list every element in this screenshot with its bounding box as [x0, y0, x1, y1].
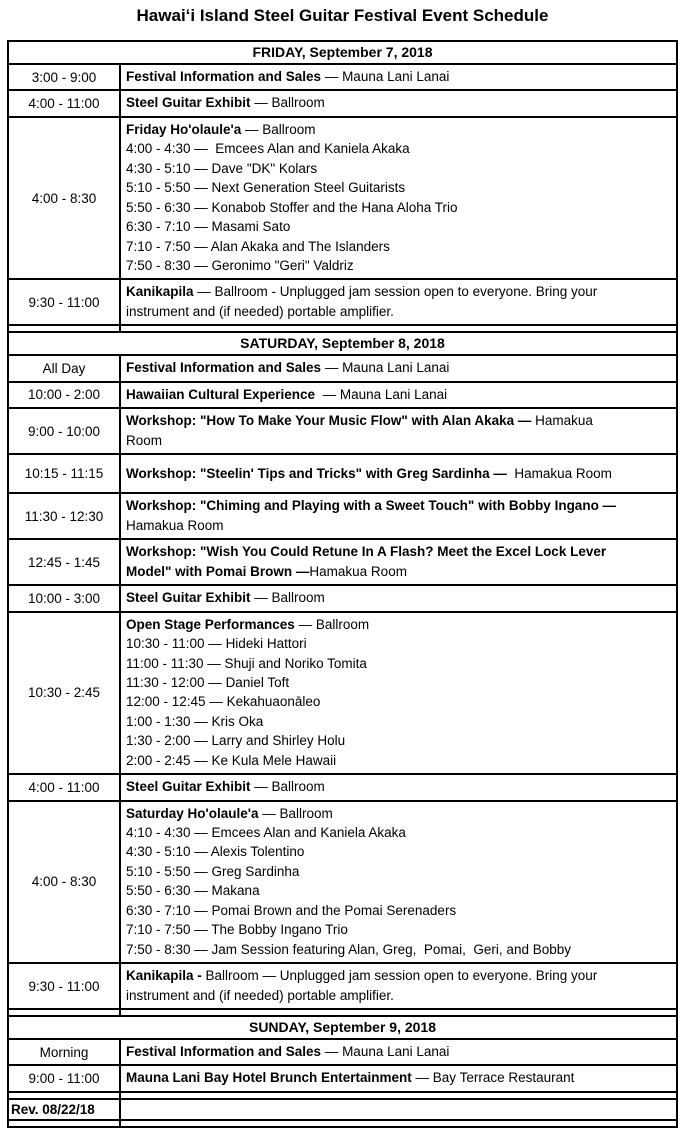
event-detail-text: 4:30 - 5:10 — Alexis Tolentino — [126, 844, 305, 860]
event-line — [126, 673, 673, 692]
event-line — [126, 256, 673, 275]
event-line — [126, 901, 673, 920]
event-cell — [121, 1100, 676, 1119]
event-title-text: Steel Guitar Exhibit — [126, 95, 251, 111]
spacer-row — [9, 324, 676, 331]
event-detail-text: 1:00 - 1:30 — Kris Oka — [126, 713, 264, 729]
event-title-text: Kanikapila - — [126, 968, 202, 984]
event-detail-text: 5:10 - 5:50 — Greg Sardinha — [126, 863, 300, 879]
event-line — [126, 120, 673, 139]
table-row — [9, 89, 676, 115]
time-cell — [9, 1121, 121, 1126]
event-title-text: Festival Information and Sales — [126, 69, 322, 84]
table-row — [9, 492, 676, 538]
event-line — [126, 464, 673, 483]
event-line — [126, 93, 673, 112]
table-row — [9, 773, 676, 799]
event-detail-text: 7:10 - 7:50 — The Bobby Ingano Trio — [126, 922, 348, 938]
event-line — [126, 615, 673, 634]
event-line — [126, 198, 673, 217]
event-line — [126, 731, 673, 750]
event-detail-text: 10:30 - 11:00 — Hideki Hattori — [126, 636, 307, 652]
time-cell: 9:00 - 10:00 — [9, 409, 121, 453]
event-title-text: Festival Information and Sales — [126, 360, 322, 376]
event-title-text: Hawaiian Cultural Experience — [126, 386, 316, 402]
time-cell: 9:00 - 11:00 — [9, 1066, 121, 1090]
section-header: FRIDAY, September 7, 2018 — [252, 44, 433, 60]
event-line — [126, 966, 673, 985]
event-line — [126, 516, 673, 535]
time-cell: 3:00 - 9:00 — [9, 65, 121, 89]
event-line — [126, 881, 673, 900]
event-detail-text: — Ballroom — [258, 805, 333, 821]
time-cell: 4:00 - 11:00 — [9, 91, 121, 115]
event-detail-text: Room — [126, 432, 163, 448]
event-line — [126, 940, 673, 959]
time-cell — [9, 326, 121, 331]
event-detail-text: 5:10 - 5:50 — Next Generation Steel Guitarists — [126, 180, 406, 196]
time-cell: 10:00 - 2:00 — [9, 383, 121, 407]
event-cell — [121, 326, 676, 331]
event-line — [126, 178, 673, 197]
event-cell — [121, 613, 676, 774]
event-detail-text: 6:30 - 7:10 — Masami Sato — [126, 219, 291, 235]
spacer-row — [9, 1119, 676, 1126]
spacer-row — [9, 1008, 676, 1015]
event-line — [126, 282, 673, 301]
event-detail-text: — Ballroom — [250, 590, 325, 606]
schedule-document — [0, 6, 685, 1128]
event-detail-text: Ballroom — Unplugged jam session open to everyone. Bring your — [201, 968, 598, 984]
event-line — [126, 920, 673, 939]
event-cell — [121, 586, 676, 610]
time-cell: 10:15 - 11:15 — [9, 455, 121, 492]
event-cell — [121, 1010, 676, 1015]
time-cell: 4:00 - 11:00 — [9, 775, 121, 799]
event-line — [126, 237, 673, 256]
event-line — [126, 692, 673, 711]
event-detail-text: — Ballroom — [250, 95, 325, 111]
time-cell: Morning — [9, 1040, 121, 1064]
event-detail-text: — Mauna Lani Lanai — [321, 360, 450, 376]
event-cell — [121, 455, 676, 492]
event-detail-text: — Ballroom — [294, 616, 370, 632]
event-cell — [121, 540, 676, 584]
event-line — [126, 1042, 673, 1061]
event-title-text: Workshop: "Steelin' Tips and Tricks" with Greg Sardinha — — [126, 466, 511, 481]
event-detail-text: — Ballroom — [250, 779, 325, 795]
time-cell — [9, 1010, 121, 1015]
revision-cell: Rev. 08/22/18 — [9, 1100, 121, 1119]
event-line — [126, 542, 673, 561]
event-detail-text: instrument and (if needed) portable amplifier. — [126, 303, 394, 319]
time-cell: 10:30 - 2:45 — [9, 613, 121, 774]
event-detail-text: 4:30 - 5:10 — Dave "DK" Kolars — [126, 160, 318, 176]
page-title: Hawaiʻi Island Steel Guitar Festival Event Schedule — [136, 6, 549, 25]
event-detail-text: Hamakua Room — [309, 563, 407, 579]
event-line — [126, 302, 673, 321]
event-detail-text: — Mauna Lani Lanai — [315, 386, 448, 402]
table-row — [9, 381, 676, 407]
event-line — [126, 385, 673, 404]
event-title-text: Saturday Ho'olaule'a — [126, 805, 259, 821]
event-line — [126, 562, 673, 581]
event-detail-text: 4:10 - 4:30 — Emcees Alan and Kaniela Akaka — [126, 825, 406, 840]
event-cell — [121, 383, 676, 407]
event-title-text: Workshop: "Wish You Could Retune In A Flash? Meet the Excel Lock Lever — [126, 544, 607, 560]
event-line — [126, 217, 673, 236]
section-header: SATURDAY, September 8, 2018 — [9, 331, 676, 354]
event-title-text: Workshop: "Chiming and Playing with a Sweet Touch" with Bobby Ingano — — [126, 498, 617, 514]
event-line — [126, 986, 673, 1005]
time-cell: 11:30 - 12:30 — [9, 494, 121, 538]
event-detail-text: 4:00 - 4:30 — Emcees Alan and Kaniela Akaka — [126, 141, 410, 157]
event-cell — [121, 118, 676, 279]
table-row — [9, 354, 676, 380]
event-cell — [121, 1121, 676, 1126]
event-cell — [121, 802, 676, 963]
event-line — [126, 1068, 673, 1087]
event-cell — [121, 494, 676, 538]
event-detail-text: Hamakua Room — [510, 466, 612, 481]
table-row — [9, 453, 676, 492]
event-line — [126, 496, 673, 515]
event-title-text: Kanikapila — [126, 284, 194, 300]
event-detail-text: 5:50 - 6:30 — Konabob Stoffer and the Hana Aloha Trio — [126, 199, 458, 215]
event-line — [126, 862, 673, 881]
table-row — [9, 407, 676, 453]
event-cell — [121, 1066, 676, 1090]
event-line — [126, 712, 673, 731]
table-row — [9, 611, 676, 774]
event-cell — [121, 65, 676, 89]
event-line — [126, 777, 673, 796]
event-cell — [121, 964, 676, 1008]
event-detail-text: 5:50 - 6:30 — Makana — [126, 883, 260, 899]
time-cell: 9:30 - 11:00 — [9, 964, 121, 1008]
event-detail-text: instrument and (if needed) portable amplifier. — [126, 987, 394, 1003]
event-detail-text: 1:30 - 2:00 — Larry and Shirley Holu — [126, 733, 346, 749]
event-cell — [121, 280, 676, 324]
event-title-text: Festival Information and Sales — [126, 1043, 322, 1059]
event-detail-text: — Bay Terrace Restaurant — [411, 1070, 575, 1086]
time-cell — [9, 1093, 121, 1098]
event-title-text: Open Stage Performances — [126, 616, 295, 632]
event-title-text: Workshop: "How To Make Your Music Flow" with Alan Akaka — — [126, 413, 536, 429]
table-row — [9, 116, 676, 279]
event-detail-text: 12:00 - 12:45 — Kekahuaonāleo — [126, 694, 321, 710]
event-line — [126, 588, 673, 607]
event-line — [126, 431, 673, 450]
table-row — [9, 1098, 676, 1119]
event-line — [126, 411, 673, 430]
event-cell — [121, 91, 676, 115]
table-row — [9, 962, 676, 1008]
event-line — [126, 67, 673, 86]
time-cell: 10:00 - 3:00 — [9, 586, 121, 610]
table-row — [9, 63, 676, 89]
time-cell: 4:00 - 8:30 — [9, 118, 121, 279]
event-cell — [121, 1093, 676, 1098]
event-line — [126, 823, 673, 842]
event-line — [126, 804, 673, 823]
event-title-text: Steel Guitar Exhibit — [126, 590, 251, 606]
event-line — [126, 842, 673, 861]
time-cell: 4:00 - 8:30 — [9, 802, 121, 963]
event-line — [126, 751, 673, 770]
time-cell: 12:45 - 1:45 — [9, 540, 121, 584]
event-cell — [121, 356, 676, 380]
event-line — [126, 634, 673, 653]
event-line — [126, 358, 673, 377]
event-line — [126, 654, 673, 673]
event-detail-text: — Mauna Lani Lanai — [321, 1043, 450, 1059]
table-row — [9, 538, 676, 584]
table-row — [9, 1064, 676, 1090]
spacer-row — [9, 1091, 676, 1098]
event-cell — [121, 775, 676, 799]
table-row — [9, 584, 676, 610]
event-detail-text: 11:30 - 12:00 — Daniel Toft — [126, 674, 290, 690]
event-cell — [121, 1040, 676, 1064]
event-detail-text: — Ballroom - Unplugged jam session open to everyone. Bring your — [193, 284, 598, 300]
section-header: SUNDAY, September 9, 2018 — [9, 1015, 676, 1038]
event-detail-text: 7:50 - 8:30 — Jam Session featuring Alan, Greg, Pomai, Geri, and Bobby — [126, 941, 571, 957]
event-detail-text: — Mauna Lani Lanai — [321, 69, 450, 84]
time-cell: 9:30 - 11:00 — [9, 280, 121, 324]
event-detail-text: 7:10 - 7:50 — Alan Akaka and The Islanders — [126, 238, 390, 254]
event-detail-text: 2:00 - 2:45 — Ke Kula Mele Hawaii — [126, 752, 337, 768]
event-title-text: Model" with Pomai Brown — — [126, 563, 310, 579]
table-row — [9, 800, 676, 963]
event-detail-text: 7:50 - 8:30 — Geronimo "Geri" Valdriz — [126, 257, 354, 273]
event-detail-text: 11:00 - 11:30 — Shuji and Noriko Tomita — [126, 655, 367, 671]
event-title-text: Mauna Lani Bay Hotel Brunch Entertainment — [126, 1070, 412, 1086]
table-row — [9, 1038, 676, 1064]
event-line — [126, 159, 673, 178]
event-detail-text: 6:30 - 7:10 — Pomai Brown and the Pomai Serenaders — [126, 902, 457, 918]
event-detail-text: Hamakua — [535, 413, 593, 429]
event-cell — [121, 409, 676, 453]
event-line — [126, 139, 673, 158]
schedule-table — [7, 40, 678, 1128]
event-title-text: Friday Ho'olaule'a — [126, 121, 242, 137]
time-cell: All Day — [9, 356, 121, 380]
event-title-text: Steel Guitar Exhibit — [126, 779, 251, 795]
table-row — [9, 278, 676, 324]
event-detail-text: — Ballroom — [241, 121, 316, 137]
event-detail-text: Hamakua Room — [126, 517, 224, 533]
